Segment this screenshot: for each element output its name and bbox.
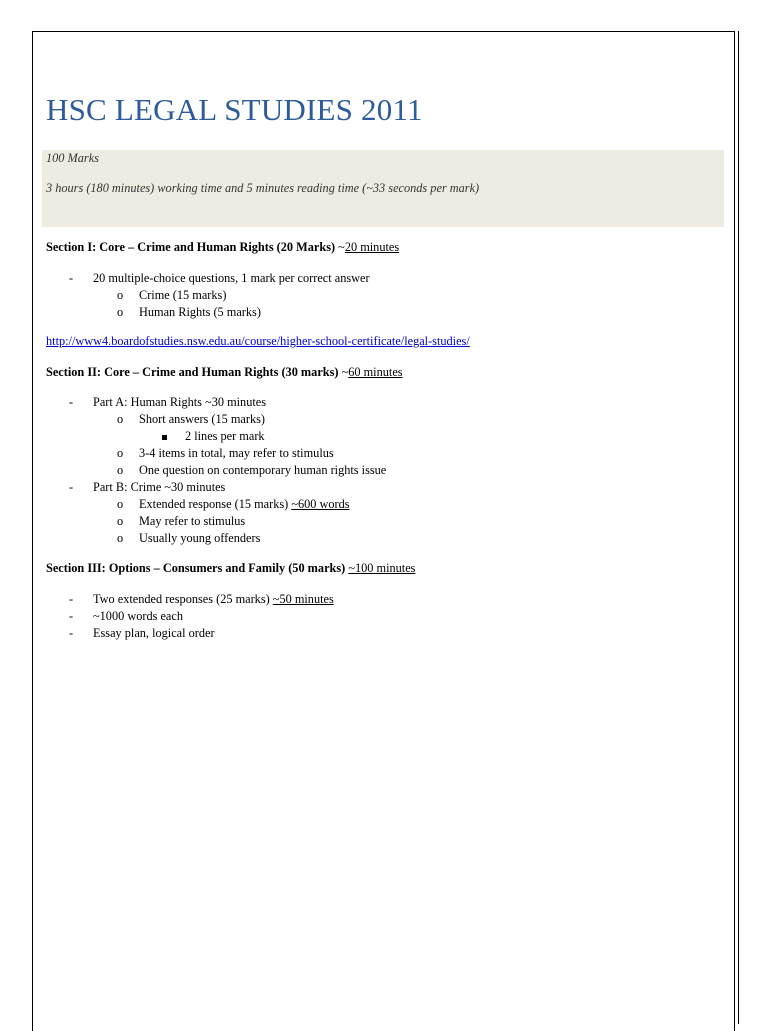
dash-marker: - [69,592,74,606]
circle-marker: o [117,446,124,460]
list-item: 20 multiple-choice questions, 1 mark per correct answer [93,271,370,285]
circle-marker: o [117,288,124,302]
section3-time: ~100 minutes [348,561,416,575]
list-item [93,592,334,607]
extended-responses-text: Two extended responses (25 marks) [93,592,273,606]
square-bullet-icon [162,429,167,444]
marks-total: 100 Marks [46,151,99,165]
list-item: Usually young offenders [139,531,261,545]
dash-marker: - [69,480,74,494]
document-title: HSC LEGAL STUDIES 2011 [46,92,423,127]
circle-marker: o [117,514,124,528]
list-item: One question on contemporary human rights issue [139,463,387,477]
list-item: 3-4 items in total, may refer to stimulus [139,446,334,460]
section1-time: 20 minutes [344,240,400,254]
list-item: Essay plan, logical order [93,626,215,640]
dash-marker: - [69,271,74,285]
list-item: Part A: Human Rights ~30 minutes [93,395,267,409]
section2-time: 60 minutes [348,365,403,379]
circle-marker: o [117,412,124,426]
syllabus-link[interactable]: http://www4.boardofstudies.nsw.edu.au/course/higher-school-certificate/legal-studies/ [46,334,470,348]
section3-heading [46,561,415,576]
list-item: Crime (15 marks) [139,288,227,302]
section1-time-prefix: ~ [335,240,345,254]
circle-marker: o [117,305,124,319]
circle-marker: o [117,497,124,511]
list-item: 2 lines per mark [185,429,265,443]
list-item: Part B: Crime ~30 minutes [93,480,226,494]
circle-marker: o [117,463,124,477]
responses-time: ~50 minutes [272,592,334,606]
list-item: ~1000 words each [93,609,183,623]
syllabus-link-row [46,334,470,349]
dash-marker: - [69,609,74,623]
list-item: May refer to stimulus [139,514,246,528]
list-item: Short answers (15 marks) [139,412,266,426]
time-allowance: 3 hours (180 minutes) working time and 5 minutes reading time (~33 seconds per mark) [46,181,480,195]
extended-response-text: Extended response (15 marks) [139,497,292,511]
section2-title: Section II: Core – Crime and Human Rights (30 marks) [46,365,339,379]
word-count: ~600 words [291,497,350,511]
section2-time-prefix: ~ [338,365,349,379]
list-item [139,497,350,512]
dash-marker: - [69,626,74,640]
dash-marker: - [69,395,74,409]
page-edge-right [738,31,739,1024]
section3-title: Section III: Options – Consumers and Family (50 marks) [46,561,346,575]
section1-title: Section I: Core – Crime and Human Rights (20 Marks) [46,240,336,254]
list-item: Human Rights (5 marks) [139,305,261,319]
section2-heading [46,365,403,380]
section1-heading [46,240,399,255]
circle-marker: o [117,531,124,545]
